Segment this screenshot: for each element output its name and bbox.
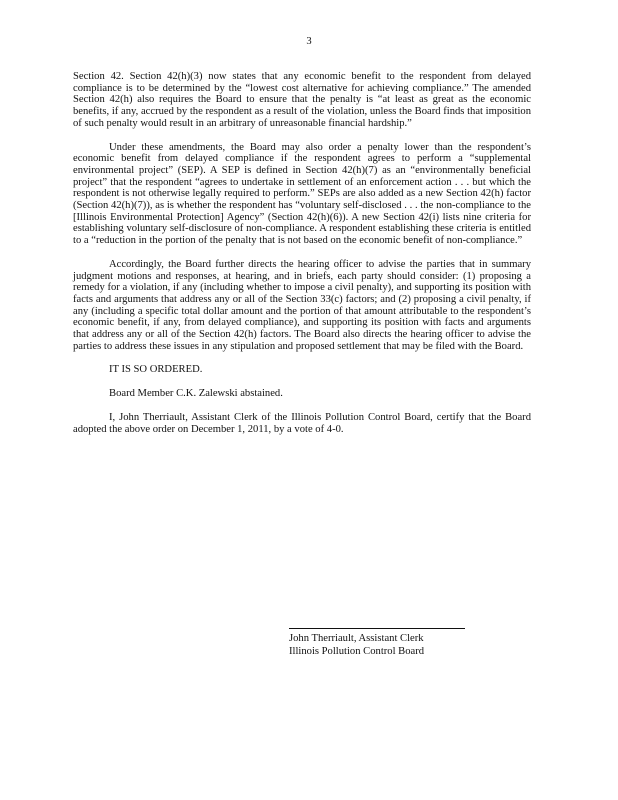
signer-organization: Illinois Pollution Control Board <box>289 646 425 657</box>
abstention-note: Board Member C.K. Zalewski abstained. <box>109 388 283 400</box>
body-text <box>73 71 531 435</box>
paragraph-hearing-directions: Accordingly, the Board further directs the hearing officer to advise the parties that in summary judgment motions and responses, at hearing, and in briefs, each party should consider: (1) proposing a remedy for a violation, if any (including whether to impose a civil penalty), and supporting its position with facts and arguments that address any or all of the Section 33(c) factors; and (2) proposing a civil penalty, if any (including a specific total dollar amount and the portion of that amount attributable to the respondent’s economic benefit, if any, from delayed compliance), and supporting its position with facts and arguments that address any or all of the Section 42(h) factors. The Board also directs the hearing officer to advise the parties to address these issues in any stipulation and proposed settlement that may be filed with the Board. <box>73 258 531 352</box>
signature-line <box>289 628 465 629</box>
certification: I, John Therriault, Assistant Clerk of the Illinois Pollution Control Board, certify that the Board adopted the above order on December 1, 2011, by a vote of 4-0. <box>73 411 531 435</box>
paragraph-sep: Under these amendments, the Board may also order a penalty lower than the respondent’s economic benefit from delayed compliance if the respondent agrees to perform a “supplemental environmental project” (SEP). A SEP is defined in Section 42(h)(7) as an “environmentally beneficial project” that the respondent “agrees to undertake in settlement of an enforcement action . . . but which the respondent is not otherwise legally required to perform.” SEPs are also added as a new Section 42(h) factor (Section 42(h)(7)), as is whether the respondent has “voluntary self-disclosed . . . the non-compliance to the [Illinois Environmental Protection] Agency” (Section 42(h)(6)). A new Section 42(i) lists nine criteria for establishing voluntary self-disclosure of non-compliance. A respondent establishing these criteria is entitled to a “reduction in the portion of the penalty that is not based on the economic benefit of non-compliance.” <box>73 141 531 247</box>
paragraph-economic-benefit: Section 42. Section 42(h)(3) now states that any economic benefit to the respondent from delayed compliance is to be determined by the “lowest cost alternative for achieving compliance.” The amended Section 42(h) also requires the Board to ensure that the penalty is “at least as great as the economic benefits, if any, accrued by the respondent as a result of the violation, unless the Board finds that imposition of such penalty would result in an arbitrary of unreasonable financial hardship.” <box>73 71 531 129</box>
so-ordered: IT IS SO ORDERED. <box>109 364 203 376</box>
signer-name: John Therriault, Assistant Clerk <box>289 633 424 644</box>
signature-block <box>289 632 424 658</box>
page-number: 3 <box>306 36 312 47</box>
